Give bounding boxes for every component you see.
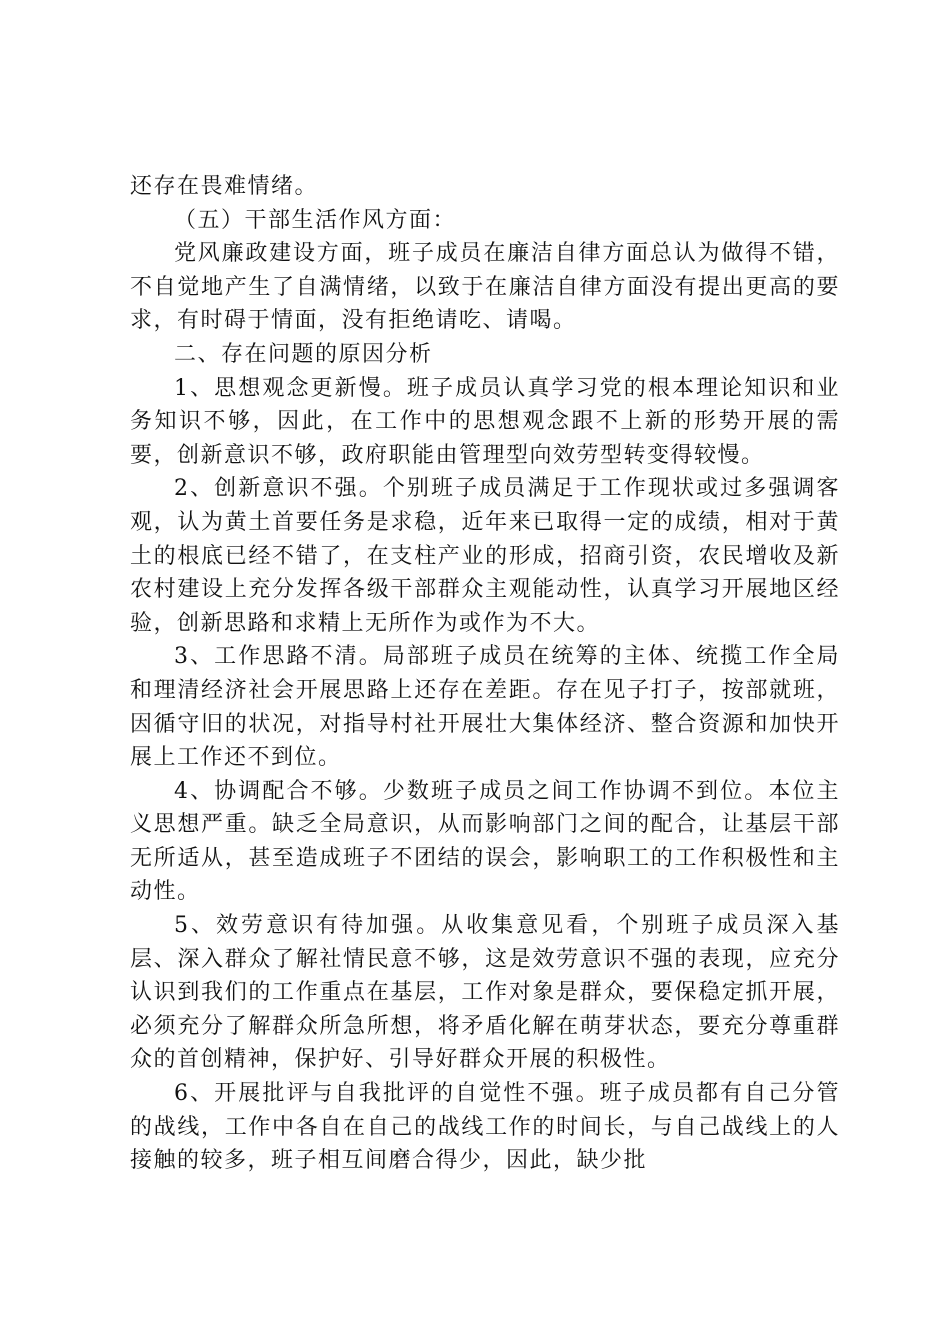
document-body — [130, 170, 840, 1178]
paragraph-cause-3: 3、工作思路不清。局部班子成员在统筹的主体、统揽工作全局和理清经济社会开展思路上还存在差距。存在见子打子，按部就班，因循守旧的状况，对指导村社开展壮大集体经济、整合资源和加快开展上工作还不到位。 — [130, 644, 840, 771]
paragraph-cause-4: 4、协调配合不够。少数班子成员之间工作协调不到位。本位主义思想严重。缺乏全局意识，从而影响部门之间的配合，让基层干部无所适从，甚至造成班子不团结的误会，影响职工的工作积极性和主动性。 — [130, 778, 840, 905]
paragraph-cause-2: 2、创新意识不强。个别班子成员满足于工作现状或过多强调客观，认为黄土首要任务是求稳，近年来已取得一定的成绩，相对于黄土的根底已经不错了，在支柱产业的形成，招商引资，农民增收及新农村建设上充分发挥各级干部群众主观能动性，认真学习开展地区经验，创新思路和求精上无所作为或作为不大。 — [130, 476, 840, 636]
paragraph-cause-5: 5、效劳意识有待加强。从收集意见看，个别班子成员深入基层、深入群众了解社情民意不够，这是效劳意识不强的表现，应充分认识到我们的工作重点在基层，工作对象是群众，要保稳定抓开展，必须充分了解群众所急所想，将矛盾化解在萌芽状态，要充分尊重群众的首创精神，保护好、引导好群众开展的积极性。 — [130, 913, 840, 1073]
paragraph-continuation: 还存在畏难情绪。 — [130, 174, 319, 199]
paragraph-cause-1: 1、思想观念更新慢。班子成员认真学习党的根本理论知识和业务知识不够，因此，在工作中的思想观念跟不上新的形势开展的需要，创新意识不够，政府职能由管理型向效劳型转变得较慢。 — [130, 375, 840, 468]
section-heading-cause-analysis: 二、存在问题的原因分析 — [174, 341, 433, 367]
paragraph-cause-6: 6、开展批评与自我批评的自觉性不强。班子成员都有自己分管的战线，工作中各自在自己的战线工作的时间长，与自己战线上的人接触的较多，班子相互间磨合得少，因此，缺少批 — [130, 1081, 840, 1174]
paragraph-integrity: 党风廉政建设方面，班子成员在廉洁自律方面总认为做得不错，不自觉地产生了自满情绪，以致于在廉洁自律方面没有提出更高的要求，有时碍于情面，没有拒绝请吃、请喝。 — [130, 241, 840, 334]
section-heading-lifestyle: （五）干部生活作风方面： — [174, 207, 457, 233]
